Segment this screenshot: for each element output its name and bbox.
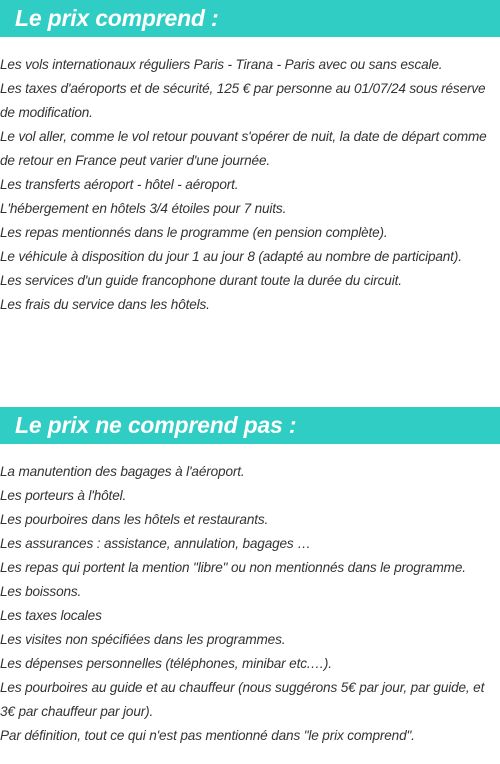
list-item: Les dépenses personnelles (téléphones, minibar etc.…). (0, 656, 332, 671)
list-item: Le véhicule à disposition du jour 1 au jour 8 (adapté au nombre de participant). (0, 249, 462, 264)
list-item: Les pourboires dans les hôtels et restaurants. (0, 512, 269, 527)
list-item: Les porteurs à l'hôtel. (0, 488, 127, 503)
list-item: Le vol aller, comme le vol retour pouvant s'opérer de nuit, la date de départ comme de retour en France peut varier d'une journée. (0, 129, 487, 168)
list-item: Les vols internationaux réguliers Paris - Tirana - Paris avec ou sans escale. (0, 57, 443, 72)
list-item: Les transferts aéroport - hôtel - aéroport. (0, 177, 239, 192)
list-item: Les repas qui portent la mention "libre" ou non mentionnés dans le programme. (0, 560, 466, 575)
list-item: Les repas mentionnés dans le programme (en pension complète). (0, 225, 388, 240)
section-header-includes: Le prix comprend : (0, 0, 500, 37)
list-item: Les visites non spécifiées dans les programmes. (0, 632, 286, 647)
list-item: Les pourboires au guide et au chauffeur (nous suggérons 5€ par jour, par guide, et 3€ par chauffeur par jour). (0, 680, 485, 719)
includes-list (0, 53, 500, 317)
list-item: Les taxes d'aéroports et de sécurité, 125 € par personne au 01/07/24 sous réserve de modification. (0, 81, 486, 120)
list-item: La manutention des bagages à l'aéroport. (0, 464, 245, 479)
list-item: Les boissons. (0, 584, 82, 599)
list-item: Les taxes locales (0, 608, 102, 623)
excludes-list (0, 460, 500, 748)
list-item: Les assurances : assistance, annulation, bagages … (0, 536, 311, 551)
list-item: Les frais du service dans les hôtels. (0, 297, 210, 312)
list-item: L'hébergement en hôtels 3/4 étoiles pour 7 nuits. (0, 201, 287, 216)
list-item: Les services d'un guide francophone durant toute la durée du circuit. (0, 273, 402, 288)
list-item: Par définition, tout ce qui n'est pas mentionné dans "le prix comprend". (0, 728, 415, 743)
section-header-excludes: Le prix ne comprend pas : (0, 407, 500, 444)
